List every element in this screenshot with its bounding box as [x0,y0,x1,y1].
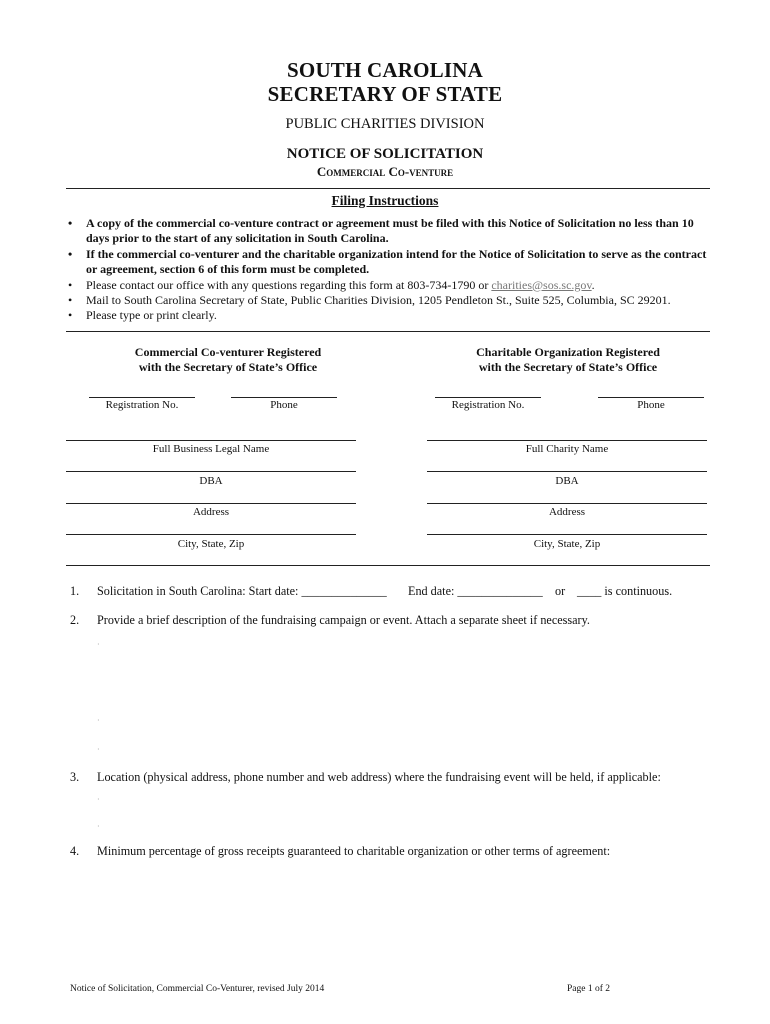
ch-address-field[interactable] [427,503,707,504]
field-mark: · [97,745,100,754]
ch-phone-label: Phone [637,399,665,411]
q1-or: or [555,584,566,598]
q2-text: Provide a brief description of the fundraising campaign or event. Attach a separate sheet if necessary. [97,613,590,627]
ch-dba-label: DBA [555,475,579,487]
ch-registration-label: Registration No. [451,399,525,411]
q1-start-date[interactable]: Solicitation in South Carolina: Start date: ______________ [97,584,387,598]
q3-number: 3. [70,770,80,784]
title-office: SECRETARY OF STATE [267,82,503,106]
filing-instructions-title: Filing Instructions [331,193,439,208]
co-venturer-heading [66,345,390,375]
instruction-item: • Please type or print clearly. [66,308,716,323]
notice-title: NOTICE OF SOLICITATION [286,146,484,162]
ch-phone-field[interactable] [598,397,704,398]
field-mark: · [97,795,100,804]
ch-address-label: Address [548,506,586,518]
cv-city-label: City, State, Zip [177,538,245,550]
cv-registration-field[interactable] [89,397,195,398]
q1-continuous[interactable]: ____ is continuous. [577,584,673,598]
cv-registration-label: Registration No. [105,399,179,411]
field-mark: · [97,716,100,725]
instruction-item: • A copy of the commercial co-venture contract or agreement must be filed with this Notice of Solicitation no less than 10 days prior to the start of any solicitation in South Carolina. [66,216,716,247]
ch-dba-field[interactable] [427,471,707,472]
cv-address-field[interactable] [66,503,356,504]
cv-name-field[interactable] [66,440,356,441]
ch-name-field[interactable] [427,440,707,441]
title-state: SOUTH CAROLINA [287,58,483,82]
cv-name-label: Full Business Legal Name [152,443,270,455]
charity-heading-line1: Charitable Organization Registered [476,345,660,359]
instruction-item [66,278,716,293]
email-link[interactable]: charities@sos.sc.gov [491,277,592,292]
co-venturer-heading-line2: with the Secretary of State’s Office [138,360,318,374]
divider-top [66,188,710,189]
divider-lower [66,565,710,566]
instruction-text: Please contact our office with any questions regarding this form at 803-734-1790 or [86,277,492,292]
cv-address-label: Address [192,506,230,518]
divider-middle [66,331,710,332]
charity-heading-line2: with the Secretary of State’s Office [478,360,658,374]
notice-subtitle: Commercial Co-venture [316,164,454,179]
charity-heading [410,345,726,375]
instruction-item: • Mail to South Carolina Secretary of State, Public Charities Division, 1205 Pendleton St., Suite 525, Columbia, SC 29201. [66,293,716,308]
footer-page-number: Page 1 of 2 [567,984,611,994]
ch-city-field[interactable] [427,534,707,535]
q1-number: 1. [70,584,80,598]
division-name: PUBLIC CHARITIES DIVISION [285,116,485,132]
q2-number: 2. [70,613,80,627]
ch-registration-field[interactable] [435,397,541,398]
instruction-item: • If the commercial co-venturer and the charitable organization intend for the Notice of Solicitation to serve as the contract or agreement, section 6 of this form must be completed. [66,247,716,278]
cv-phone-label: Phone [270,399,298,411]
co-venturer-heading-line1: Commercial Co-venturer Registered [134,345,322,359]
footer-revision: Notice of Solicitation, Commercial Co-Venturer, revised July 2014 [70,984,325,994]
cv-phone-field[interactable] [231,397,337,398]
field-mark: · [97,640,100,649]
cv-city-field[interactable] [66,534,356,535]
q4-text: Minimum percentage of gross receipts guaranteed to charitable organization or other terms of agreement: [97,844,611,858]
q4-number: 4. [70,844,80,858]
field-mark: · [97,822,100,831]
instruction-punct: . [591,277,595,292]
q1-end-date[interactable]: End date: ______________ [408,584,543,598]
cv-dba-label: DBA [199,475,223,487]
q3-text: Location (physical address, phone number and web address) where the fundraising event will be held, if applicable: [97,770,661,784]
filing-instructions-list [66,216,716,324]
cv-dba-field[interactable] [66,471,356,472]
ch-name-label: Full Charity Name [525,443,609,455]
ch-city-label: City, State, Zip [533,538,601,550]
